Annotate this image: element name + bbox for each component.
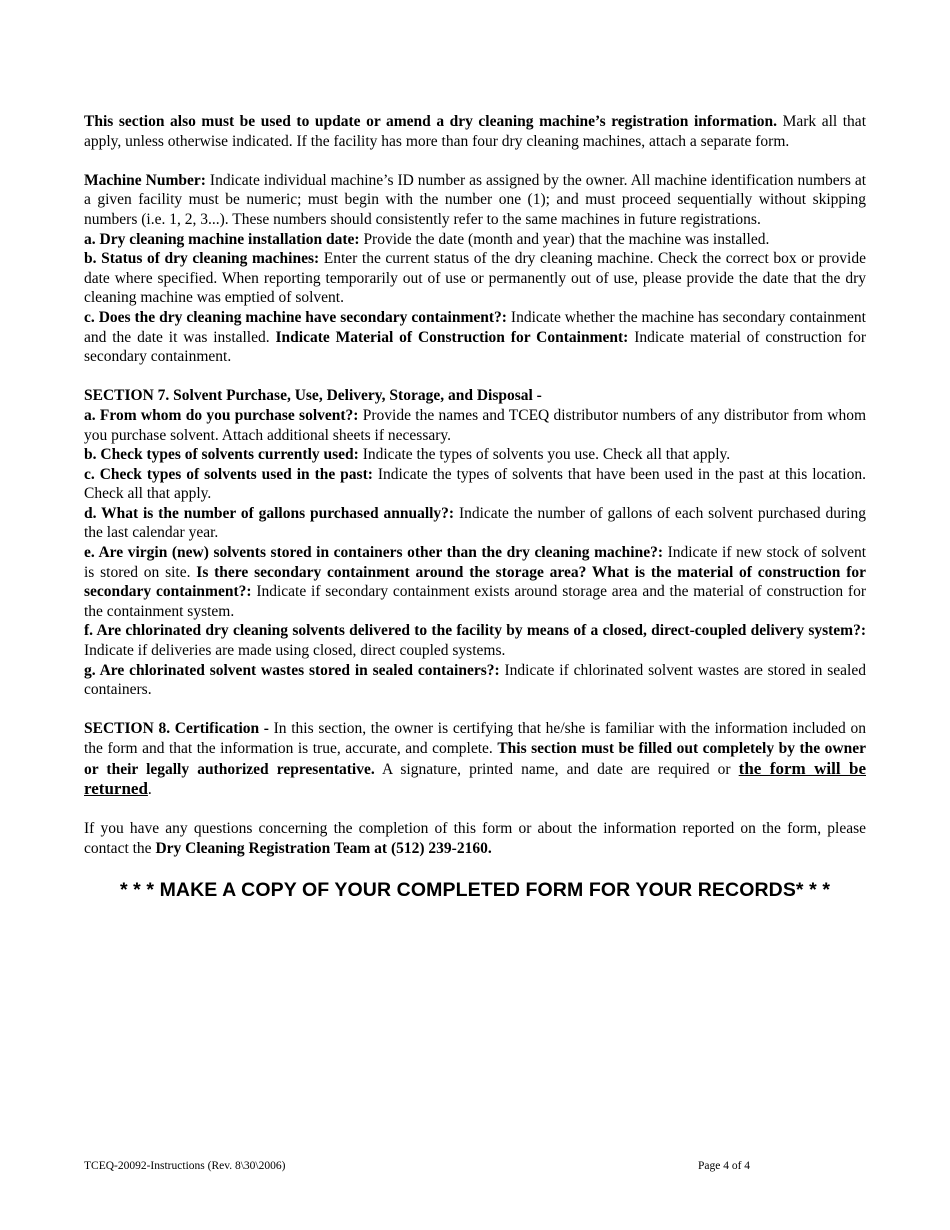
copy-records-banner: * * * MAKE A COPY OF YOUR COMPLETED FORM FOR YOUR RECORDS* * *	[119, 878, 831, 901]
document-body	[84, 112, 866, 902]
machine-b-label: b. Status of dry cleaning machines:	[84, 250, 320, 268]
section7-heading	[84, 386, 866, 406]
section7-d-paragraph	[84, 504, 866, 543]
machine-c-text2: Indicate material of construction for secondary containment.	[84, 328, 866, 366]
section7-e-paragraph	[84, 543, 866, 621]
section7-c-text: Indicate the types of solvents that have been used in the past at this location. Check all that apply.	[84, 465, 866, 503]
machine-c-text: Indicate whether the machine has secondary containment and the date it was installed.	[84, 308, 866, 346]
form-returned-warning: the form will be returned	[84, 758, 866, 799]
footer-page-number: Page 4 of 4	[698, 1160, 751, 1172]
machine-c-paragraph	[84, 308, 866, 367]
section7-b-label: b. Check types of solvents currently used:	[84, 446, 359, 464]
section8-paragraph	[84, 719, 866, 799]
section7-d-label: d. What is the number of gallons purchased annually?:	[84, 504, 455, 522]
intro-bold: This section also must be used to update or amend a dry cleaning machine’s registration information.	[84, 113, 778, 130]
section7-b-paragraph	[84, 445, 866, 465]
section7-g-paragraph	[84, 661, 866, 700]
section8-bold: This section must be filled out completely by the owner or their legally authorized representative.	[84, 740, 866, 778]
section7-f-label: f. Are chlorinated dry cleaning solvents delivered to the facility by means of a closed, direct-coupled delivery system?:	[84, 622, 866, 640]
section7-e-label: e. Are virgin (new) solvents stored in containers other than the dry cleaning machine?:	[84, 544, 663, 562]
machine-c-label2: Indicate Material of Construction for Containment:	[275, 328, 629, 346]
section7-a-text: Provide the names and TCEQ distributor numbers of any distributor from whom you purchase solvent. Attach additional sheets if necessary.	[84, 406, 866, 444]
section8-label: SECTION 8. Certification -	[84, 720, 269, 738]
section7-e-label2: Is there secondary containment around the storage area? What is the material of construction for secondary containment?:	[84, 563, 866, 601]
machine-a-paragraph	[84, 230, 866, 250]
section8-text1: In this section, the owner is certifying that he/she is familiar with the information included on the form and that the information is true, accurate, and complete.	[84, 720, 866, 757]
intro-paragraph	[84, 112, 866, 151]
section7-a-label: a. From whom do you purchase solvent?:	[84, 406, 359, 424]
machine-a-text: Provide the date (month and year) that the machine was installed.	[359, 230, 770, 248]
machine-c-label: c. Does the dry cleaning machine have secondary containment?:	[84, 308, 507, 326]
section7-g-label: g. Are chlorinated solvent wastes stored in sealed containers?:	[84, 661, 500, 679]
section7-e-text: Indicate if new stock of solvent is stored on site.	[84, 544, 866, 581]
section7-g-text: Indicate if chlorinated solvent wastes are stored in sealed containers.	[84, 661, 866, 699]
section8-text2: A signature, printed name, and date are required or	[374, 760, 739, 778]
machine-number-text: Indicate individual machine’s ID number as assigned by the owner. All machine identification numbers at a given facility must be numeric; must begin with the number one (1); and must proceed sequentially without skipping numbers (i.e. 1, 2, 3...). These numbers should consistently refer to the same machines in future registrations.	[84, 171, 867, 228]
section7-c-label: c. Check types of solvents used in the past:	[84, 465, 373, 483]
section7-c-paragraph	[84, 465, 866, 504]
machine-b-text: Enter the current status of the dry cleaning machine. Check the correct box or provide date where specified. When reporting temporarily out of use or permanently out of use, please provide the date that the dry cleaning machine was emptied of solvent.	[84, 250, 866, 307]
contact-paragraph	[84, 819, 866, 858]
footer-form-id: TCEQ-20092-Instructions (Rev. 8\30\2006)	[84, 1160, 286, 1172]
section7-f-text: Indicate if deliveries are made using closed, direct coupled systems.	[84, 642, 506, 660]
contact-phone: Dry Cleaning Registration Team at (512) 239-2160.	[155, 839, 492, 857]
machine-a-label: a. Dry cleaning machine installation date:	[84, 230, 360, 248]
section7-heading-text: SECTION 7. Solvent Purchase, Use, Delivery, Storage, and Disposal -	[84, 387, 542, 405]
machine-number-paragraph	[84, 171, 866, 230]
intro-text: Mark all that apply, unless otherwise indicated. If the facility has more than four dry cleaning machines, attach a separate form.	[84, 113, 866, 150]
section7-e-text2: Indicate if secondary containment exists around storage area and the material of construction for the containment system.	[84, 583, 866, 620]
section7-b-text: Indicate the types of solvents you use. Check all that apply.	[358, 446, 731, 464]
machine-number-label: Machine Number:	[84, 171, 206, 189]
machine-b-paragraph	[84, 249, 866, 308]
section7-a-paragraph	[84, 406, 866, 445]
contact-text: If you have any questions concerning the completion of this form or about the information reported on the form, please contact the	[84, 820, 866, 857]
section7-f-paragraph	[84, 621, 866, 660]
section7-d-text: Indicate the number of gallons of each solvent purchased during the last calendar year.	[84, 504, 866, 542]
section8-end: .	[147, 781, 152, 799]
